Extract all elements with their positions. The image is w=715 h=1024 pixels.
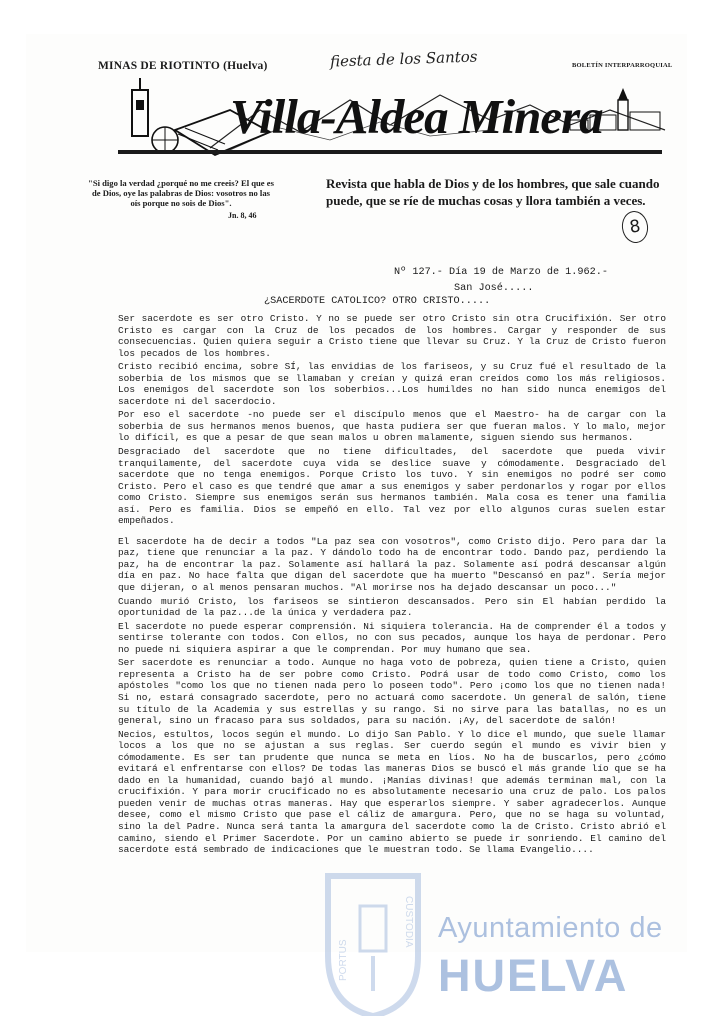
paragraph: Necios, estultos, locos según el mundo. Lo dijo San Pablo. Y lo dice el mundo, que suele llamar locos a los que no se ajustan a sus reglas. Ser cuerdo según el mundo es vivir bien y cómodamente. Es ser tan prudente que nunca se meta en líos. No ha de buscarlos, pero ¿cómo evitará el enfrentarse con ellos? De todas las maneras Dios se buscó el más grande lío que se ha dado en la humanidad, cuando bajó al mundo. ¡Manías divinas! que además terminan mal, con la crucifixión. Y para morir crucificado no es absolutamente necesario una cruz de palo. Los palos pueden venir de muchas otras maneras. Hay que esperarlos siempre. Y saber agradecerlos. Aunque desee, como el mismo Cristo que pase el cáliz de amargura. Pero, que no se haga su voluntad, sino la del Padre. Nunca será tanta la amargura del sacerdote como la de Cristo. Cristo abrió el camino, siendo el Primer Sacerdote. Por un camino abierto se puede ir sonriendo. El camino del sacerdote está sembrado de indicaciones que le muestran todo. Se llama Evangelio.... — [118, 728, 666, 856]
shield-text-right: CUSTODIA — [403, 896, 414, 948]
page-number: 8 — [620, 209, 650, 244]
paragraph: Cristo recibió encima, sobre SÍ, las envidias de los fariseos, y su Cruz fué el resultado de la soberbia de los mismos que se llamaban y creían y quizá eran creídos como los más religiosos. Los enemigos del sacerdote son los soberbios...Los humildes no han sido nunca enemigos del sacerdote ni del sacerdocio. — [118, 361, 666, 407]
paragraph: El sacerdote ha de decir a todos "La paz sea con vosotros", como Cristo dijo. Pero para dar la paz, tiene que renunciar a la paz. Y dándolo todo ha de encontrar todo. Dando paz, perdiendo la paz, ha de encontrar la paz. Solamente así hallará la paz. Solamente así podrá descansar algún día en paz. No hace falta que digan del sacerdote que ha muerto "Descansó en paz". Sería mejor que dijeran, o al menos pensaran muchos. "Al morirse nos ha dejado descansar un poco..." — [118, 535, 666, 594]
issue-line: Nº 127.- Día 19 de Marzo de 1.962.- — [394, 267, 608, 278]
paragraph: Ser sacerdote es ser otro Cristo. Y no se puede ser otro Cristo sin otra Crucifixión. Ser otro Cristo es cargar con la Cruz de los pecados de los hombres. Cargar y responder de sus consecuencias. Quien quiera seguir a Cristo tiene que llevar su Cruz. Y la Cruz de Cristo fueron los pecados de los hombres. — [118, 313, 666, 359]
masthead-title: Villa-Aldea Minera — [230, 89, 603, 144]
paragraph: Por eso el sacerdote -no puede ser el discípulo menos que el Maestro- ha de cargar con la soberbia de sus hermanos menos buenos, que hasta pudiera ser que fueran malos. Y lo malo, mejor lo difícil, es que a pesar de que sean malos u obren malamente, siguen siendo sus hermanos. — [118, 409, 666, 444]
masthead-rule — [118, 150, 662, 154]
article-body — [118, 313, 666, 858]
header-quote-ref: Jn. 8, 46 — [228, 211, 257, 220]
lantern-icon — [132, 90, 148, 136]
paragraph: Ser sacerdote es renunciar a todo. Aunque no haga voto de pobreza, quien tiene a Cristo, quien representa a Cristo ha de ser pobre como Cristo. Podrá usar de todo como Cristo, como los apóstoles "como los que no tienen nada pero lo poseen todo". Pero ¡como los que no tienen nada! Si no, estará consagrado sacerdote, pero no actuará como sacerdote. Un general de salón, tiene su título de la Academia y sus estrellas y su rango. Si no sirve para las batallas, no es un general, sino un fracaso para sus soldados, para su nación. ¡Ay, del sacerdote de salón! — [118, 657, 666, 727]
paragraph: Cuando murió Cristo, los fariseos se sintieron descansados. Pero sin El habían perdido la oportunidad de la paz...de la única y verdadera paz. — [118, 595, 666, 619]
header-town: MINAS DE RIOTINTO (Huelva) — [98, 60, 268, 72]
handwritten-note: fiesta de los Santos — [329, 47, 478, 71]
saint-line: San José..... — [454, 283, 534, 294]
header-tagline: Revista que habla de Dios y de los hombres, que sale cuando puede, que se ríe de muchas cosas y llora también a veces. — [326, 176, 660, 208]
header-quote: "Si digo la verdad ¿porqué no me creeis? El que es de Dios, oye las palabras de Dios: vosotros no las oís porque no sois de Dios". — [88, 178, 274, 209]
watermark-line2: HUELVA — [438, 950, 629, 1001]
watermark-line1: Ayuntamiento de — [438, 912, 663, 944]
shield-text-left: PORTUS — [338, 939, 349, 981]
article-title: ¿SACERDOTE CATOLICO? OTRO CRISTO..... — [264, 296, 491, 307]
shield-tower — [360, 906, 386, 951]
paragraph: Desgraciado del sacerdote que no tiene dificultades, del sacerdote que pueda vivir tranquilamente, del sacerdote cuya vida se deslice suave y cómodamente. Desgraciado del sacerdote que no tenga enemigos. Porque Cristo los tuvo. Y sin enemigos no podré ser como Cristo. Pero el caso es que tendré que amar a sus enemigos y saber perdonarlos y rogar por ellos como Cristo. Siempre sus enemigos serán sus hermanos también. Mala cosa es tener una familia así. Pero es familia. Dios se empeñó en ello. Tal vez por ello algunos curas suelen estar empeñados. — [118, 446, 666, 527]
header-bulletin: BOLETÍN INTERPARROQUIAL — [572, 62, 673, 69]
paragraph: El sacerdote no puede esperar comprensión. Ni siquiera tolerancia. Ha de comprender él a todos y sentirse tolerante con todos. Con ellos, no con sus pecados, aunque los haya de perdonar. Pero no puede ni siquiera aspirar a que le comprendan. Por muy humano que sea. — [118, 620, 666, 655]
